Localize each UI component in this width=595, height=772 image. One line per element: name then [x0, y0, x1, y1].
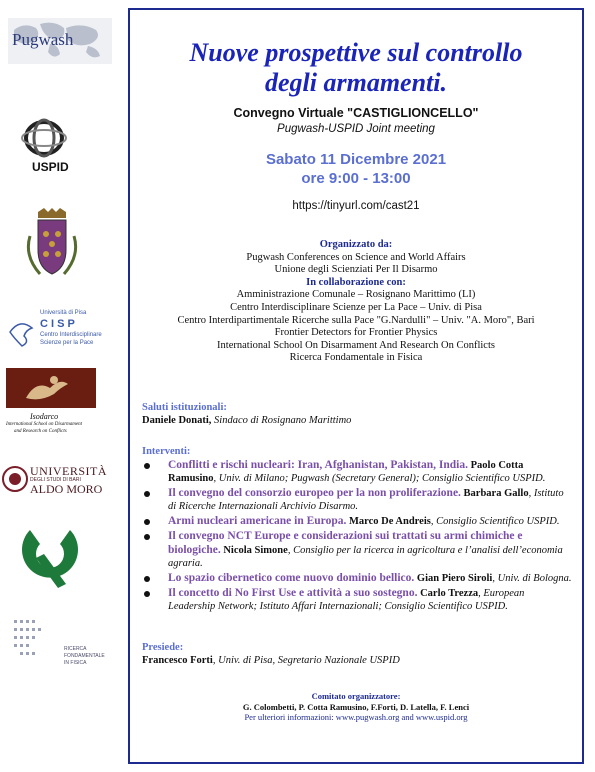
ricerca-logo — [0, 614, 118, 680]
bullet-icon — [144, 534, 150, 540]
talk-affiliation: , Univ. di Bologna. — [492, 573, 572, 585]
talk-speaker: Paolo Cotta Ramusino — [168, 459, 524, 484]
bari-logo — [0, 464, 118, 496]
list-item — [142, 587, 572, 614]
talk-title: Il convegno del consorzio europeo per la non proliferazione. — [168, 486, 461, 499]
committee-names: G. Colombetti, P. Cotta Ramusino, F.Forti, D. Latella, F. Lenci — [242, 701, 470, 712]
ricerca-label-2: FONDAMENTALE — [64, 653, 105, 659]
talks-list — [142, 459, 572, 614]
ricerca-label-3: IN FISICA — [64, 660, 87, 666]
saluti-role: Sindaco di Rosignano Marittimo — [214, 414, 352, 426]
talk-speaker: Barbara Gallo — [463, 487, 529, 499]
uspid-label: USPID — [32, 160, 69, 174]
cisp-logo — [0, 308, 118, 352]
talk-affiliation: , Consiglio Scientifico USPID. — [430, 515, 560, 527]
presiede-role: , Univ. di Pisa, Segretario Nazionale USPID — [212, 654, 400, 666]
bari-label-1: UNIVERSITÀ — [30, 464, 107, 478]
saluti-name: Daniele Donati, — [142, 414, 212, 426]
talk-affiliation: , Istituto di Ricerche Internazionali Archivio Disarmo. — [168, 487, 564, 512]
collaborator-item: Frontier Detectors for Frontier Physics — [274, 327, 438, 339]
organizer-item: Pugwash Conferences on Science and World Affairs — [246, 251, 466, 263]
collaborator-item: Centro Interdisciplinare Scienze per La Pace – Univ. di Pisa — [230, 301, 482, 313]
presiede-line — [142, 655, 572, 668]
bullet-icon — [144, 463, 150, 469]
meeting-link[interactable]: https://tinyurl.com/cast21 — [292, 200, 420, 212]
cisp-label: C I S P — [40, 318, 75, 330]
event-date — [130, 150, 582, 188]
talk-speaker: Marco De Andreis — [348, 515, 431, 527]
isodarco-sub1: International School on Disarmament — [6, 422, 82, 427]
talk-title: Conflitti e rischi nucleari: Iran, Afghanistan, Pakistan, India. — [168, 458, 468, 471]
logo-column — [0, 0, 118, 772]
pugwash-logo — [0, 14, 118, 70]
saluti-line — [142, 415, 572, 428]
saluti-heading: Saluti istituzionali: — [142, 402, 227, 413]
pugwash-label: Pugwash — [12, 30, 74, 49]
isodarco-image — [6, 368, 96, 408]
green-logo — [0, 524, 118, 596]
talk-speaker: Nicola Simone — [223, 545, 288, 557]
organizers-block — [130, 239, 582, 365]
bullet-icon — [144, 519, 150, 525]
isodarco-label: Isodarco — [30, 412, 59, 421]
talk-speaker: Carlo Trezza — [420, 588, 479, 600]
bari-label-3: ALDO MORO — [30, 482, 103, 496]
talk-title: Il concetto di No First Use e attività a suo sostegno. — [168, 587, 418, 600]
organizers-heading: Organizzato da: — [319, 239, 393, 250]
collaborators-heading: In collaborazione con: — [306, 276, 406, 288]
main-panel — [128, 8, 584, 764]
collaborator-item: Ricerca Fondamentale in Fisica — [289, 352, 423, 364]
committee-heading: Comitato organizzatore: — [311, 691, 401, 701]
ricerca-label-1: RICERCA — [64, 646, 87, 652]
bullet-icon — [144, 576, 150, 582]
talk-speaker: Gian Piero Siroli — [416, 573, 493, 585]
title-line-1: Nuove prospettive sul controllo — [189, 38, 523, 67]
cisp-sub1: Centro Interdisciplinare — [40, 332, 102, 338]
organizer-item: Unione degli Scienziati Per Il Disarmo — [274, 264, 438, 276]
talk-affiliation: , European Leadership Network; Istituto Affari Internazionali; Consiglio Scientifico USPID. — [168, 588, 525, 613]
time-line: ore 9:00 - 13:00 — [301, 170, 411, 187]
committee-block — [130, 691, 582, 723]
presiede-name: Francesco Forti — [142, 654, 213, 666]
dots-icon — [8, 614, 68, 674]
interventi-heading: Interventi: — [142, 446, 191, 457]
collaborator-item: Amministrazione Comunale – Rosignano Marittimo (LI) — [236, 289, 476, 301]
figure-icon — [6, 368, 96, 408]
saluti-section — [142, 402, 572, 428]
interventi-section — [142, 446, 572, 616]
talk-affiliation: , Consiglio per la ricerca in agricoltura e l’analisi dell’economia agraria. — [168, 545, 563, 569]
list-item — [142, 572, 572, 586]
bullet-icon — [144, 491, 150, 497]
presiede-heading: Presiede: — [142, 642, 184, 653]
talk-title: Il convegno NCT Europe e considerazioni sui trattati su armi chimiche e biologiche. — [168, 530, 523, 557]
dove-icon — [6, 312, 36, 352]
collaborator-item: Centro Interdipartimentale Ricerche sulla Pace "G.Nardulli" – Univ. "A. Moro", Bari — [177, 314, 535, 326]
talk-title: Armi nucleari americane in Europa. — [168, 514, 347, 527]
list-item — [142, 515, 572, 529]
date-line-1: Sabato 11 Dicembre 2021 — [265, 151, 447, 168]
list-item — [142, 487, 572, 514]
isodarco-sub2: and Research on Conflicts — [14, 429, 67, 434]
list-item — [142, 459, 572, 486]
joint-meeting-subtitle: Pugwash-USPID Joint meeting — [277, 123, 435, 135]
talk-title: Lo spazio cibernetico come nuovo dominio bellico. — [168, 572, 415, 585]
collaborator-item: International School On Disarmament And Research On Conflicts — [217, 339, 495, 351]
pisa-label: Università di Pisa — [40, 310, 87, 316]
cisp-sub2: Scienze per la Pace — [40, 340, 94, 346]
green-emblem-icon — [0, 524, 118, 596]
seal-icon — [2, 466, 28, 492]
title-line-2: degli armamenti. — [265, 68, 447, 97]
crest-icon — [0, 206, 118, 284]
presiede-section — [142, 642, 572, 668]
convegno-heading: Convegno Virtuale "CASTIGLIONCELLO" — [233, 106, 479, 120]
list-item — [142, 530, 572, 570]
isodarco-logo — [0, 368, 118, 442]
page-title — [130, 38, 582, 98]
uspid-logo — [0, 110, 118, 180]
coat-of-arms-logo — [0, 206, 118, 284]
bullet-icon — [144, 591, 150, 597]
bari-label-2: DEGLI STUDI DI BARI — [30, 477, 81, 483]
committee-info: Per ulteriori informazioni: www.pugwash.org and www.uspid.org — [244, 712, 468, 722]
talk-affiliation: , Univ. di Milano; Pugwash (Secretary General); Consiglio Scientifico USPID. — [213, 472, 546, 484]
